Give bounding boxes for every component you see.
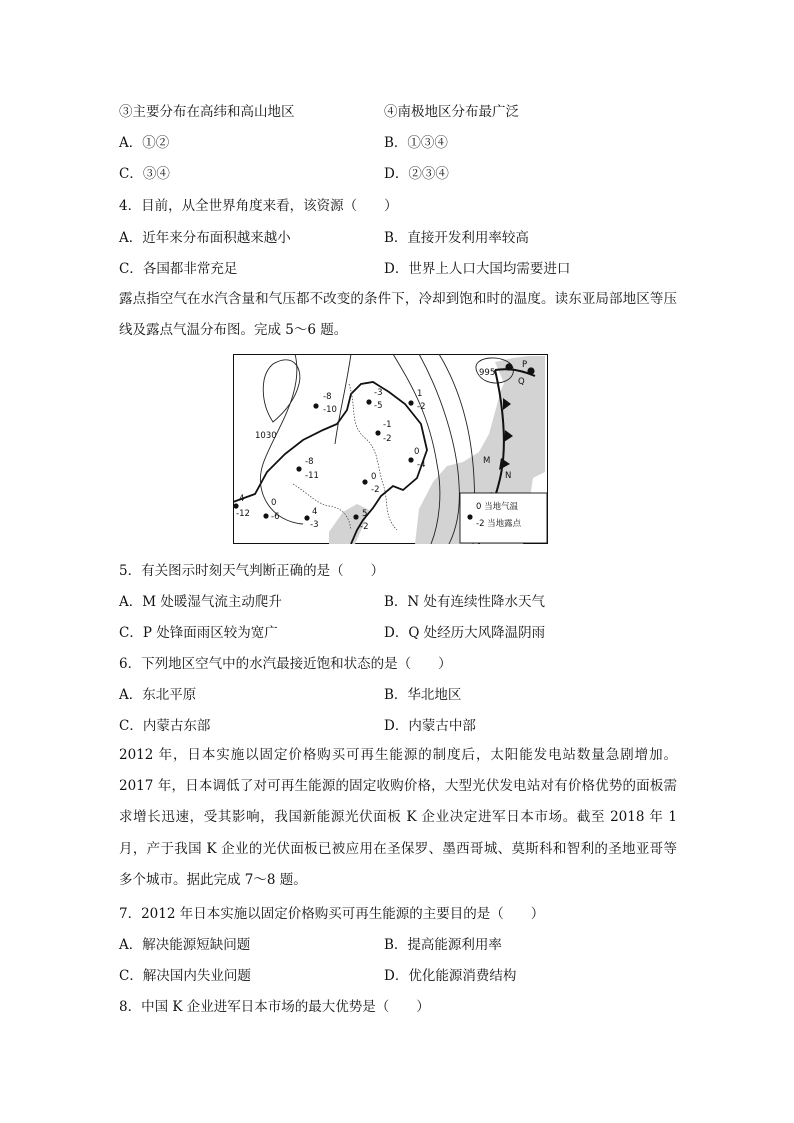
- q7-option-c: C．解决国内失业问题: [119, 968, 251, 984]
- station-dot: [233, 503, 238, 508]
- point-label-n: N: [505, 471, 512, 481]
- station-dot: [313, 403, 318, 408]
- legend-dewpoint: -2 当地露点: [476, 519, 522, 529]
- station-dot: [263, 513, 268, 518]
- station-dot: [296, 466, 301, 471]
- warm-front-mark: [527, 367, 534, 374]
- q8-stem: 8．中国 K 企业进军日本市场的最大优势是（ ）: [119, 999, 430, 1015]
- q6-option-a: A．东北平原: [119, 687, 197, 703]
- station-temp: -1: [383, 420, 392, 430]
- q5-option-b: B．N 处有连续性降水天气: [384, 594, 546, 610]
- station-temp: 0: [271, 498, 277, 508]
- station-temp: 5: [362, 509, 368, 519]
- point-label-q: Q: [518, 377, 525, 387]
- q3-statement-3: ③主要分布在高纬和高山地区: [119, 104, 295, 120]
- station-dewpoint: -12: [236, 509, 250, 519]
- q3-option-b: B．①③④: [384, 135, 448, 151]
- q6-option-b: B．华北地区: [384, 687, 462, 703]
- station-dewpoint: -2: [417, 402, 426, 412]
- q3-option-c: C．③④: [119, 166, 170, 182]
- point-label-p: P: [522, 360, 528, 370]
- station-temp: -3: [374, 388, 383, 398]
- q4-option-b: B．直接开发利用率较高: [384, 230, 529, 246]
- station-dot: [375, 430, 380, 435]
- map-legend: [460, 493, 547, 543]
- station-dewpoint: -2: [360, 522, 369, 532]
- q4-option-a: A．近年来分布面积越来越小: [119, 230, 291, 246]
- q5-option-a: A．M 处暖湿气流主动爬升: [119, 594, 282, 610]
- q7-option-d: D．优化能源消费结构: [384, 968, 517, 984]
- station-dewpoint: -6: [271, 512, 280, 522]
- isobar-dewpoint-map: [233, 354, 548, 544]
- station-dot: [408, 457, 413, 462]
- warm-front-mark: [505, 363, 512, 370]
- station-dot: [366, 399, 371, 404]
- q6-option-c: C．内蒙古东部: [119, 718, 211, 734]
- station-temp: -8: [305, 457, 314, 467]
- q4-stem: 4．目前，从全世界角度来看，该资源（ ）: [119, 198, 398, 214]
- q4-option-d: D．世界上人口大国均需要进口: [384, 261, 571, 277]
- point-label-m: M: [483, 456, 491, 466]
- q5-stem: 5．有关图示时刻天气判断正确的是（ ）: [119, 563, 385, 579]
- station-temp: 0: [371, 472, 377, 482]
- station-temp: 0: [414, 447, 420, 457]
- q5-option-c: C．P 处锋面雨区较为宽广: [119, 625, 278, 641]
- isobar-label-1030: 1030: [255, 431, 277, 441]
- station-dot: [408, 400, 413, 405]
- station-dot: [304, 515, 309, 520]
- q6-option-d: D．内蒙古中部: [384, 718, 476, 734]
- q7-stem: 7．2012 年日本实施以固定价格购买可再生能源的主要目的是（ ）: [119, 906, 545, 922]
- station-dewpoint: -2: [371, 485, 380, 495]
- station-dot: [362, 479, 367, 484]
- q7-option-a: A．解决能源短缺问题: [119, 937, 251, 953]
- intro-5-6: 露点指空气在水汽含量和气压都不改变的条件下，冷却到饱和时的温度。读东亚局部地区等压线及露点气温分布图。完成 5～6 题。: [119, 291, 677, 339]
- station-temp: -8: [323, 392, 332, 402]
- q6-stem: 6．下列地区空气中的水汽最接近饱和状态的是（ ）: [119, 656, 452, 672]
- station-dewpoint: -2: [383, 434, 392, 444]
- station-dot: [353, 514, 358, 519]
- station-temp: 4: [239, 494, 245, 504]
- q5-option-d: D．Q 处经历大风降温阴雨: [384, 625, 546, 641]
- intro-7-8: 2012 年，日本实施以固定价格购买可再生能源的制度后，太阳能发电站数量急剧增加。2017 年，日本调低了对可再生能源的固定收购价格，大型光伏发电站对有价格优势的面板需求增长迅速，受其影响，我国新能源光伏面板 K 企业决定进军日本市场。截至 2018 年 1 月，产于我国 K 企业的光伏面板已被应用在圣保罗、墨西哥城、莫斯科和智利的圣地亚哥等多个城市。据此完成 7～8 题。: [119, 747, 677, 888]
- q7-option-b: B．提高能源利用率: [384, 937, 502, 953]
- q3-option-d: D．②③④: [384, 166, 449, 182]
- station-temp: 4: [312, 507, 318, 517]
- legend-temperature: 0 当地气温: [476, 502, 519, 512]
- station-dewpoint: -11: [305, 471, 319, 481]
- station-dewpoint: -4: [417, 460, 426, 470]
- station-temp: 1: [417, 389, 423, 399]
- q3-statement-4: ④南极地区分布最广泛: [384, 104, 519, 120]
- legend-station-dot: [467, 514, 472, 519]
- station-dewpoint: -10: [323, 405, 337, 415]
- q4-option-c: C．各国都非常充足: [119, 261, 238, 277]
- isobar-label-995: 995: [479, 368, 496, 378]
- q3-option-a: A．①②: [119, 135, 170, 151]
- station-dewpoint: -3: [310, 520, 319, 530]
- station-dewpoint: -5: [374, 401, 383, 411]
